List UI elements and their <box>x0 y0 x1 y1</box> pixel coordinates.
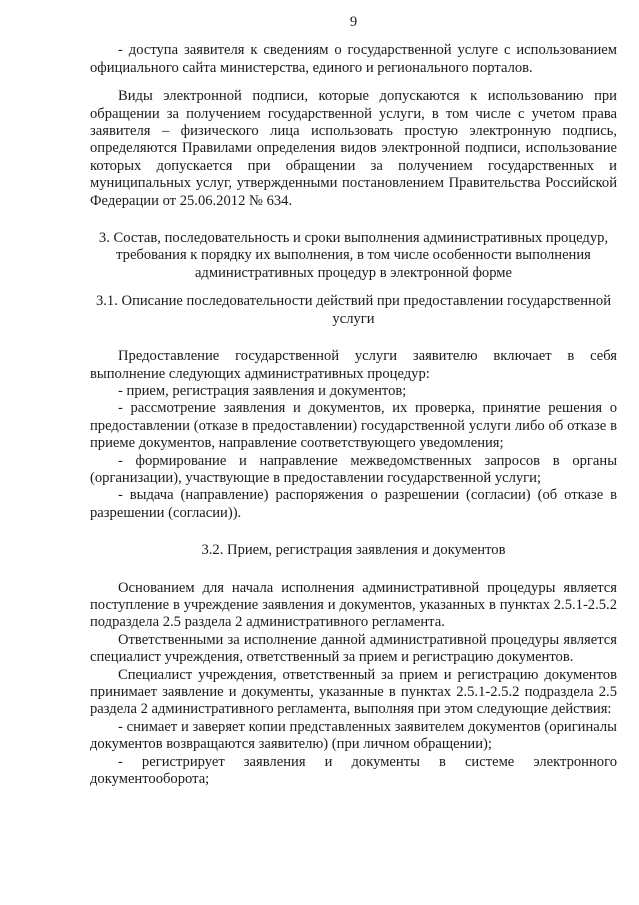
section-3-2-paragraph: Основанием для начала исполнения административной процедуры является поступление в учреждение заявления и документов, указанных в пунктах 2.5.1-2.5.2 подраздела 2.5 раздела 2 административного регламента. <box>90 579 617 631</box>
intro-paragraph-1: - доступа заявителя к сведениям о государственной услуге с использованием официального сайта министерства, единого и регионального порталов. <box>90 42 617 76</box>
section-3-1-heading: 3.1. Описание последовательности действий при предоставлении государственной услуги <box>95 293 611 327</box>
section-3-heading: 3. Состав, последовательность и сроки выполнения административных процедур, требования к порядку их выполнения, в том числе особенности выполнения административных процедур в электронной форме <box>98 230 609 281</box>
procedure-list-item: - прием, регистрация заявления и документов; <box>118 382 407 399</box>
action-list-item: - регистрирует заявления и документы в системе электронного документооборота; <box>90 753 617 788</box>
section-3-2-heading: 3.2. Прием, регистрация заявления и документов <box>201 542 506 559</box>
action-list-item: - снимает и заверяет копии представленных заявителем документов (оригиналы документов возвращаются заявителю) (при личном обращении); <box>90 718 617 753</box>
section-3-2-paragraph: Ответственными за исполнение данной административной процедуры является специалист учреждения, ответственный за прием и регистрацию документов. <box>90 631 617 666</box>
procedure-list-item: - формирование и направление межведомственных запросов в органы (организации), участвующие в предоставлении государственной услуги; <box>90 452 617 486</box>
page-number: 9 <box>349 14 358 30</box>
procedure-list-item: - выдача (направление) распоряжения о разрешении (согласии) (об отказе в разрешении (согласии)). <box>90 487 617 521</box>
procedure-list-item: - рассмотрение заявления и документов, их проверка, принятие решения о предоставлении (отказе в предоставлении) государственной услуги либо об отказе в приеме документов, направление соответствующего уведомления; <box>90 400 617 452</box>
intro-paragraph-2: Виды электронной подписи, которые допускаются к использованию при обращении за получением государственной услуги, в том числе с учетом права заявителя – физического лица использовать простую электронную подпись, определяются Правилами определения видов электронной подписи, использование которых допускается при обращении за получением государственных и муниципальных услуг, утвержденными постановлением Правительства Российской Федерации от 25.06.2012 № 634. <box>90 88 617 209</box>
section-3-2-paragraph: Специалист учреждения, ответственный за прием и регистрацию документов принимает заявление и документы, указанные в пунктах 2.5.1-2.5.2 подраздела 2.5 раздела 2 административного регламента, выполняя при этом следующие действия: <box>90 666 617 718</box>
section-3-1-paragraph: Предоставление государственной услуги заявителю включает в себя выполнение следующих административных процедур: <box>90 348 617 382</box>
